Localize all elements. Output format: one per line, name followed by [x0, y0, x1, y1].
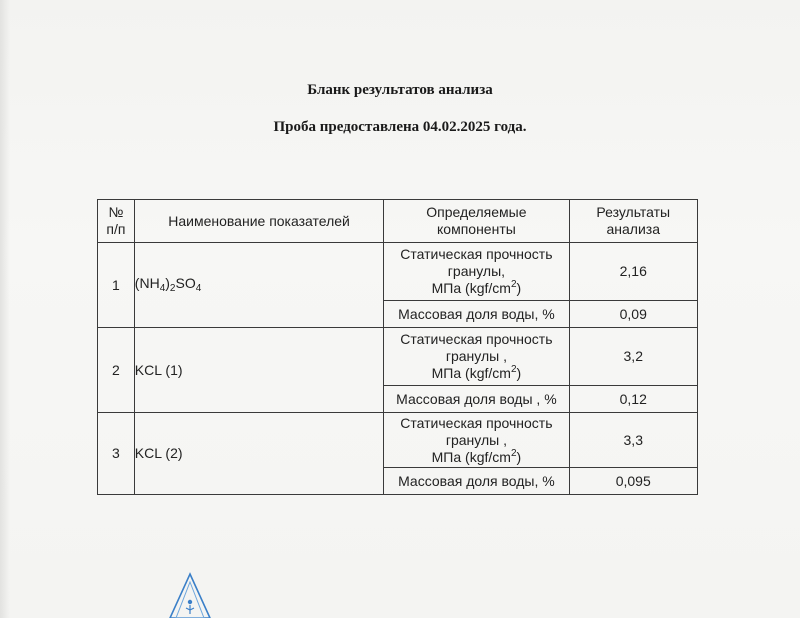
strength-component: Статическая прочность гранулы , МПа $(kgf/cm^2)$ — [384, 413, 569, 468]
header-results-line2: анализа — [606, 221, 660, 237]
header-results-line1: Результаты — [596, 204, 671, 220]
header-num — [98, 200, 135, 243]
table-row — [98, 243, 698, 301]
row-number: 3 — [98, 413, 135, 495]
strength-component: Статическая прочность гранулы , МПа $(kgf/cm^2)$ — [384, 328, 569, 386]
strength-value: 2,16 — [569, 243, 698, 301]
table-row — [98, 413, 698, 468]
water-value: 0,095 — [569, 468, 698, 495]
strength-value: 3,2 — [569, 328, 698, 386]
water-component: Массовая доля воды, % — [384, 468, 569, 495]
water-value: 0,12 — [569, 386, 698, 413]
strength-value: 3,3 — [569, 413, 698, 468]
triangle-logo-icon — [168, 572, 212, 618]
header-components-line1: Определяемые — [426, 204, 527, 220]
header-name: Наименование показателей — [134, 200, 384, 243]
water-component: Массовая доля воды, % — [384, 301, 569, 328]
strength-component: Статическая прочность гранулы, МПа $(kgf/cm^2)$ — [384, 243, 569, 301]
document-subtitle: Проба предоставлена 04.02.2025 года. — [273, 119, 527, 135]
row-number: 2 — [98, 328, 135, 413]
row-name: KCL (2) — [134, 413, 384, 495]
header-results — [569, 200, 698, 243]
table-header-row — [98, 200, 698, 243]
results-table — [97, 199, 698, 495]
row-name: $(NH_4)_2SO_4$ — [134, 243, 384, 328]
row-number: 1 — [98, 243, 135, 328]
document-title: Бланк результатов анализа — [307, 82, 493, 98]
row-name: KCL (1) — [134, 328, 384, 413]
header-num-line2: п/п — [106, 221, 126, 237]
table-row — [98, 328, 698, 386]
header-num-line1: № — [108, 204, 124, 220]
header-components-line2: компоненты — [437, 221, 516, 237]
header-components — [384, 200, 569, 243]
water-component: Массовая доля воды , % — [384, 386, 569, 413]
water-value: 0,09 — [569, 301, 698, 328]
